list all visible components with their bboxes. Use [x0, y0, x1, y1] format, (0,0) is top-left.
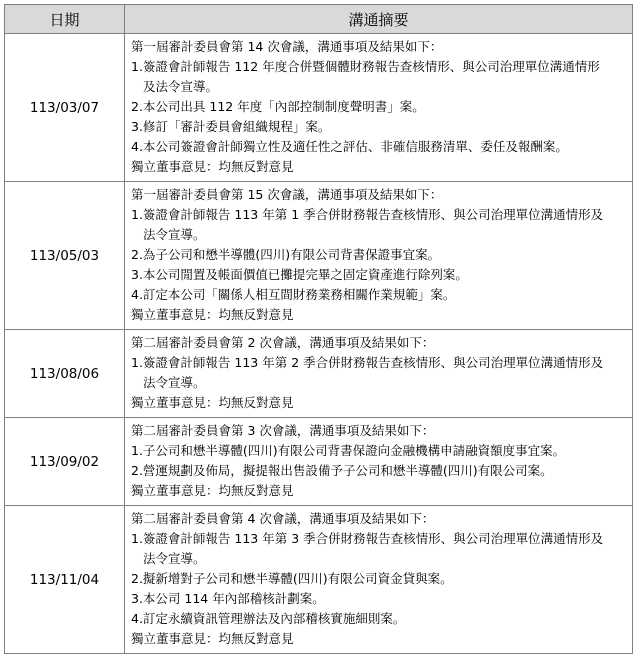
- table-body: [5, 34, 633, 654]
- meeting-summary-cell: [125, 506, 633, 654]
- meeting-heading-line: 第一屆審計委員會第 14 次會議，溝通事項及結果如下：: [131, 39, 443, 54]
- communication-summary-table: [4, 4, 633, 654]
- summary-item-line: 2.營運規劃及佈局，擬提報出售設備予子公司和懋半導體(四川)有限公司案。: [131, 463, 553, 478]
- summary-item-line: 2.本公司出具 112 年度「內部控制制度聲明書」案。: [131, 99, 425, 114]
- meeting-summary-cell: [125, 330, 633, 418]
- summary-item-line: 1.簽證會計師報告 113 年第 2 季合併財務報告查核情形、與公司治理單位溝通情形及: [131, 355, 604, 370]
- director-opinion-line: 獨立董事意見：均無反對意見: [131, 395, 294, 410]
- table-header-row: [5, 5, 633, 34]
- meeting-date-cell: 113/05/03: [5, 182, 125, 330]
- meeting-heading-line: 第二屆審計委員會第 4 次會議，溝通事項及結果如下：: [131, 511, 435, 526]
- director-opinion-line: 獨立董事意見：均無反對意見: [131, 159, 294, 174]
- meeting-date-cell: 113/08/06: [5, 330, 125, 418]
- meeting-heading-line: 第二屆審計委員會第 3 次會議，溝通事項及結果如下：: [131, 423, 435, 438]
- summary-item-line: 及法令宣導。: [143, 79, 219, 94]
- summary-item-line: 1.簽證會計師報告 113 年第 1 季合併財務報告查核情形、與公司治理單位溝通情形及: [131, 207, 604, 222]
- meeting-date-cell: 113/09/02: [5, 418, 125, 506]
- summary-item-line: 4.本公司簽證會計師獨立性及適任性之評估、非確信服務清單、委任及報酬案。: [131, 139, 568, 154]
- summary-item-line: 1.簽證會計師報告 112 年度合併暨個體財務報告查核情形、與公司治理單位溝通情形: [131, 59, 600, 74]
- summary-item-line: 2.擬新增對子公司和懋半導體(四川)有限公司資金貸與案。: [131, 571, 453, 586]
- meeting-date-cell: 113/03/07: [5, 34, 125, 182]
- meeting-summary-cell: [125, 182, 633, 330]
- summary-item-line: 3.本公司 114 年內部稽核計劃案。: [131, 591, 325, 606]
- summary-item-line: 1.子公司和懋半導體(四川)有限公司背書保證向金融機構申請融資額度事宜案。: [131, 443, 566, 458]
- meeting-summary-cell: [125, 418, 633, 506]
- summary-item-line: 法令宣導。: [143, 551, 206, 566]
- table-row: [5, 34, 633, 182]
- meeting-summary-cell: [125, 34, 633, 182]
- summary-column-header: 溝通摘要: [125, 5, 633, 34]
- table-row: [5, 506, 633, 654]
- director-opinion-line: 獨立董事意見：均無反對意見: [131, 483, 294, 498]
- date-column-header: 日期: [5, 5, 125, 34]
- meeting-heading-line: 第二屆審計委員會第 2 次會議，溝通事項及結果如下：: [131, 335, 435, 350]
- meeting-date-cell: 113/11/04: [5, 506, 125, 654]
- director-opinion-line: 獨立董事意見：均無反對意見: [131, 307, 294, 322]
- meeting-heading-line: 第一屆審計委員會第 15 次會議，溝通事項及結果如下：: [131, 187, 443, 202]
- director-opinion-line: 獨立董事意見：均無反對意見: [131, 631, 294, 646]
- minutes-table-container: [4, 4, 632, 654]
- table-row: [5, 330, 633, 418]
- summary-item-line: 3.修訂「審計委員會組織規程」案。: [131, 119, 331, 134]
- summary-item-line: 4.訂定永續資訊管理辦法及內部稽核實施細則案。: [131, 611, 406, 626]
- table-row: [5, 418, 633, 506]
- summary-item-line: 法令宣導。: [143, 227, 206, 242]
- summary-item-line: 4.訂定本公司「關係人相互間財務業務相關作業規範」案。: [131, 287, 456, 302]
- summary-item-line: 法令宣導。: [143, 375, 206, 390]
- table-row: [5, 182, 633, 330]
- summary-item-line: 2.為子公司和懋半導體(四川)有限公司背書保證事宜案。: [131, 247, 441, 262]
- summary-item-line: 1.簽證會計師報告 113 年第 3 季合併財務報告查核情形、與公司治理單位溝通情形及: [131, 531, 604, 546]
- summary-item-line: 3.本公司閒置及帳面價值已攤提完畢之固定資產進行除列案。: [131, 267, 468, 282]
